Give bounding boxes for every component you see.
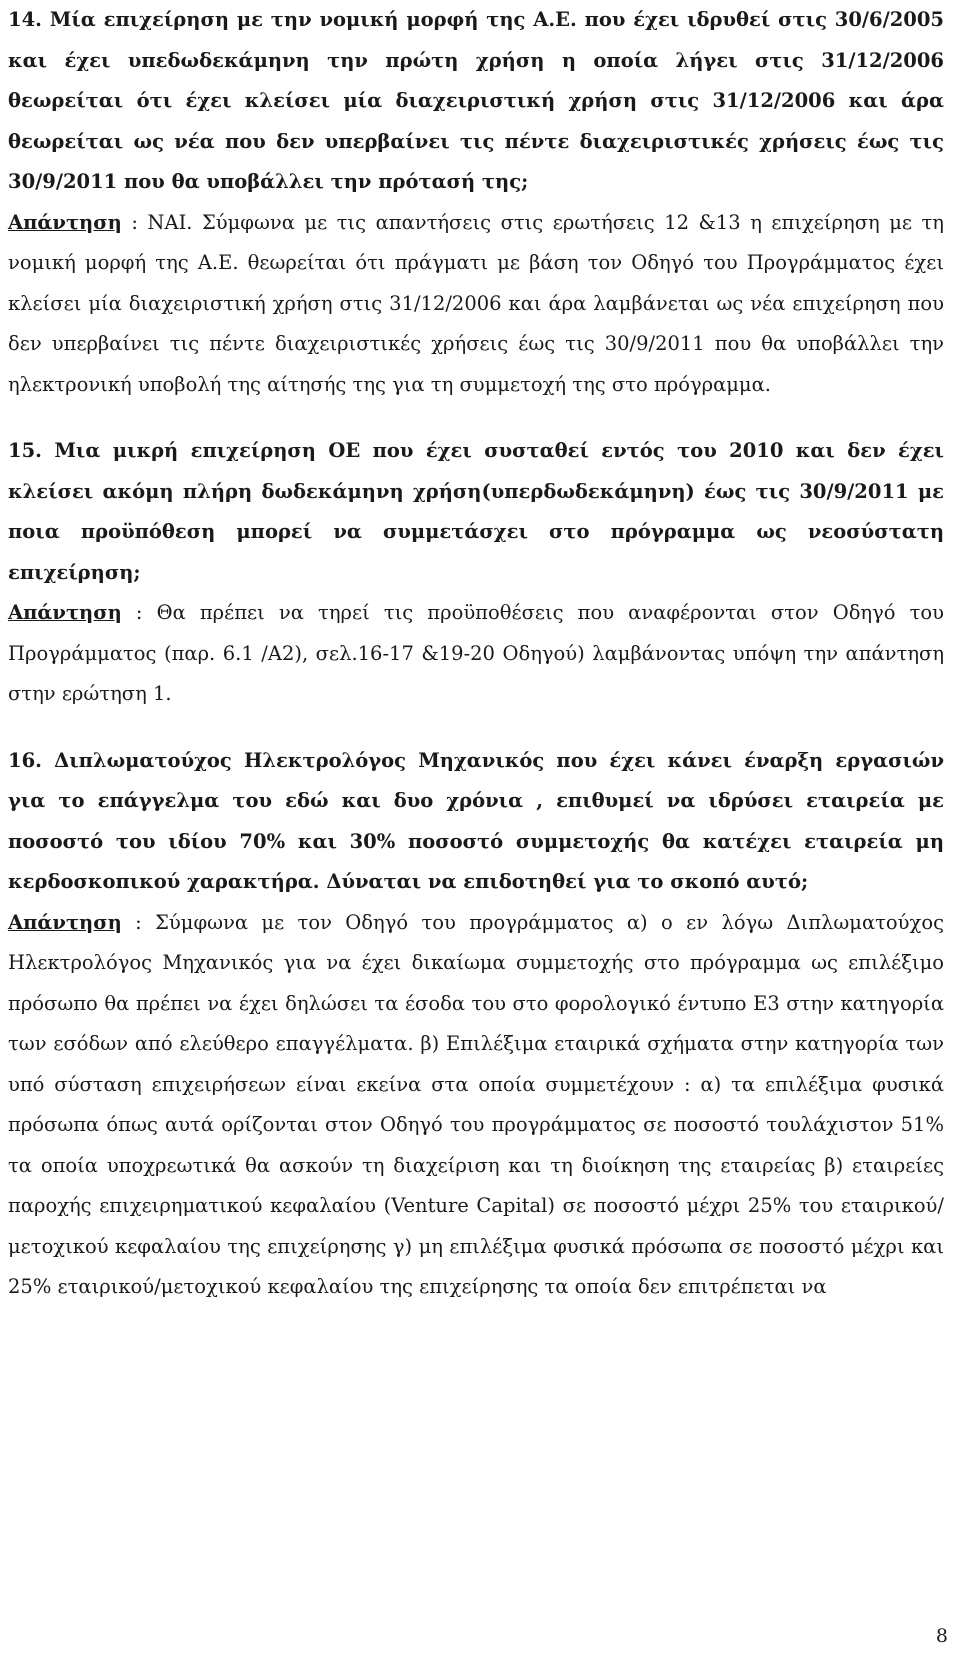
answer-separator: : bbox=[121, 910, 156, 934]
page-number: 8 bbox=[935, 1625, 948, 1647]
answer-label: Απάντηση bbox=[8, 601, 122, 624]
answer-label: Απάντηση bbox=[8, 910, 122, 934]
question-15: 15. Μια μικρή επιχείρηση ΟΕ που έχει συσταθεί εντός του 2010 και δεν έχει κλείσει ακόμη πλήρη δωδεκάμηνη χρήση(υπερδωδεκάμηνη) έως τις 30/9/2011 με ποια προϋπόθεση μπορεί να συμμετάσχει στο πρόγραμμα ως νεοσύστατη επιχείρηση; bbox=[8, 439, 944, 584]
answer-text: Θα πρέπει να τηρεί τις προϋποθέσεις που αναφέρονται στον Οδηγό του Προγράμματος (παρ. 6.1 /Α2), σελ.16-17 &19-20 Οδηγού) λαμβάνοντας υπόψη την απάντηση στην ερώτηση 1. bbox=[8, 601, 945, 705]
document-page bbox=[8, 0, 944, 1308]
answer-label: Απάντηση bbox=[8, 210, 122, 234]
answer-16 bbox=[8, 903, 944, 1308]
answer-separator: : bbox=[121, 601, 157, 624]
answer-15 bbox=[8, 593, 944, 715]
answer-14 bbox=[8, 203, 944, 406]
question-16: 16. Διπλωματούχος Ηλεκτρολόγος Μηχανικός που έχει κάνει έναρξη εργασιών για το επάγγελμα του εδώ και δυο χρόνια , επιθυμεί να ιδρύσει εταιρεία με ποσοστό του ιδίου 70% και 30% ποσοστό συμμετοχής θα κατέχει εταιρεία μη κερδοσκοπικού χαρακτήρα. Δύναται να επιδοτηθεί για το σκοπό αυτό; bbox=[8, 748, 944, 893]
answer-text: ΝΑΙ. Σύμφωνα με τις απαντήσεις στις ερωτήσεις 12 &13 η επιχείρηση με τη νομική μορφή της Α.Ε. θεωρείται ότι πράγματι με βάση τον Οδηγό του Προγράμματος έχει κλείσει μία διαχειριστική χρήση στις 31/12/2006 και άρα λαμβάνεται ως νέα επιχείρηση που δεν υπερβαίνει τις πέντε διαχειριστικές χρήσεις έως τις 30/9/2011 που θα υποβάλλει την ηλεκτρονική υποβολή της αίτησής της για τη συμμετοχή της στο πρόγραμμα. bbox=[8, 210, 944, 396]
answer-separator: : bbox=[121, 210, 148, 234]
answer-text: Σύμφωνα με τον Οδηγό του προγράμματος α) ο εν λόγω Διπλωματούχος Ηλεκτρολόγος Μηχανικός για να έχει δικαίωμα συμμετοχής στο πρόγραμμα ως επιλέξιμο πρόσωπο θα πρέπει να έχει δηλώσει τα έσοδα του στο φορολογικό έντυπο Ε3 στην κατηγορία των εσόδων από ελεύθερο επαγγέλματα. β) Επιλέξιμα εταιρικά σχήματα στην κατηγορία των υπό σύσταση επιχειρήσεων είναι εκείνα στα οποία συμμετέχουν : α) τα επιλέξιμα φυσικά πρόσωπα όπως αυτά ορίζονται στον Οδηγό του προγράμματος σε ποσοστό τουλάχιστον 51% τα οποία υποχρεωτικά θα ασκούν τη διαχείριση και τη διοίκηση της εταιρείας β) εταιρείες παροχής επιχειρηματικού κεφαλαίου (Venture Capital) σε ποσοστό μέχρι 25% του εταιρικού/μετοχικού κεφαλαίου της επιχείρησης γ) μη επιλέξιμα φυσικά πρόσωπα σε ποσοστό μέχρι και 25% εταιρικού/μετοχικού κεφαλαίου της επιχείρησης τα οποία δεν επιτρέπεται να bbox=[8, 910, 945, 1298]
question-14: 14. Μία επιχείρηση με την νομική μορφή της Α.Ε. που έχει ιδρυθεί στις 30/6/2005 και έχει υπεδωδεκάμηνη την πρώτη χρήση η οποία λήγει στις 31/12/2006 θεωρείται ότι έχει κλείσει μία διαχειριστική χρήση στις 31/12/2006 και άρα θεωρείται ως νέα που δεν υπερβαίνει τις πέντε διαχειριστικές χρήσεις έως τις 30/9/2011 που θα υποβάλλει την πρότασή της; bbox=[8, 8, 944, 193]
